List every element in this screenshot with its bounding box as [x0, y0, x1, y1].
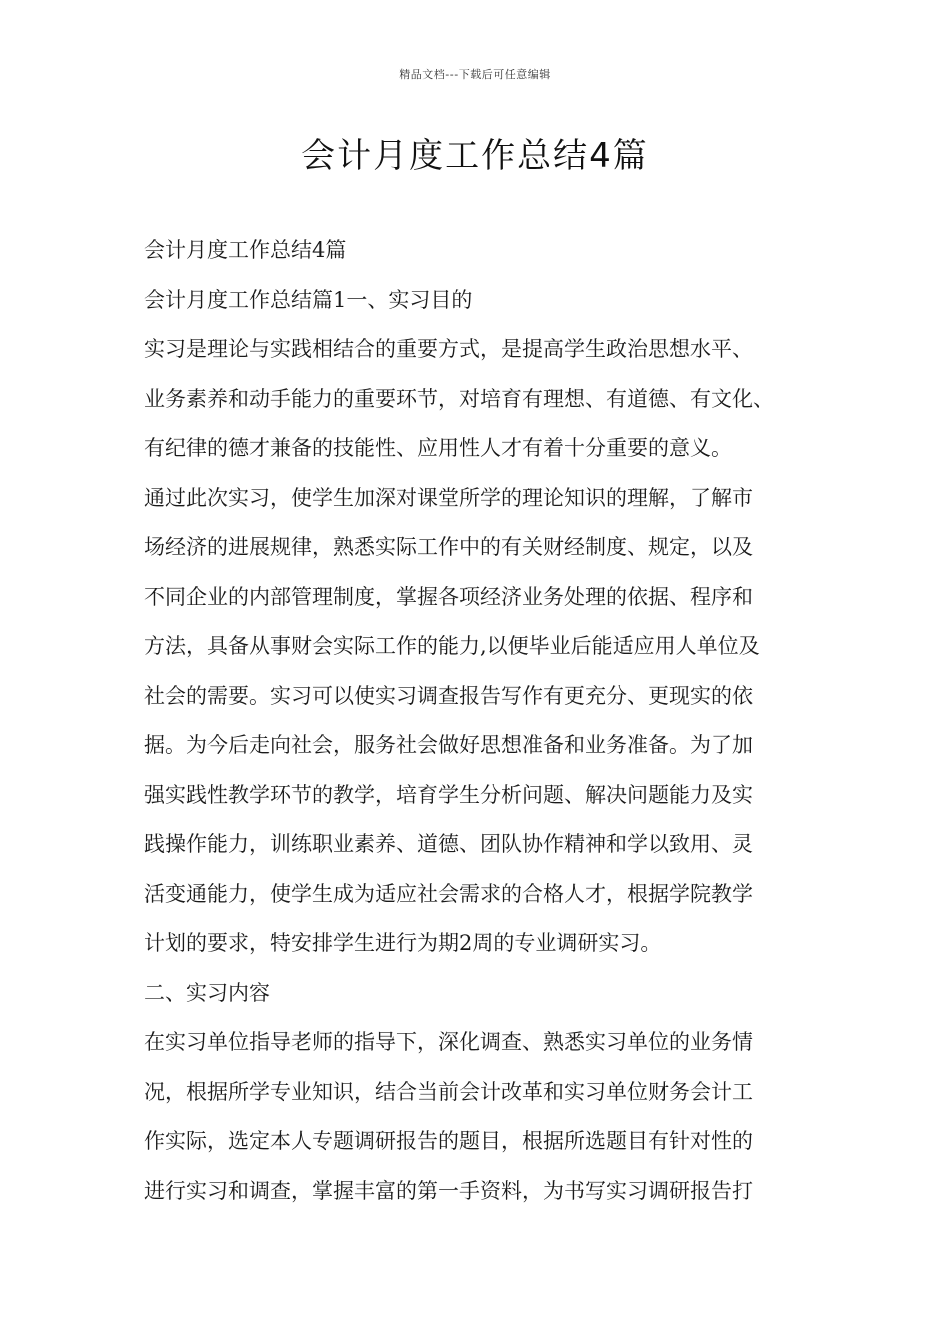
paragraph-line: 活变通能力，使学生成为适应社会需求的合格人才，根据学院教学 [144, 881, 753, 906]
paragraph-line: 作实际，选定本人专题调研报告的题目，根据所选题目有针对性的 [144, 1129, 753, 1153]
paragraph-line: 有纪律的德才兼备的技能性、应用性人才有着十分重要的意义。 [144, 436, 732, 460]
header-note: 精品文档---下载后可任意编辑 [399, 68, 551, 81]
paragraph-line: 据。为今后走向社会，服务社会做好思想准备和业务准备。为了加 [144, 733, 753, 757]
paragraph-line: 不同企业的内部管理制度，掌握各项经济业务处理的依据、程序和 [144, 584, 753, 609]
paragraph-line: 计划的要求，特安排学生进行为期2周的专业调研实习。 [144, 931, 662, 955]
document-body [144, 230, 824, 1220]
paragraph-line: 场经济的进展规律，熟悉实际工作中的有关财经制度、规定，以及 [144, 535, 753, 559]
paragraph-line: 强实践性教学环节的教学，培育学生分析问题、解决问题能力及实 [144, 782, 753, 807]
paragraph-line: 进行实习和调查，掌握丰富的第一手资料，为书写实习调研报告打 [144, 1178, 753, 1203]
document-title: 会计月度工作总结4篇 [301, 136, 649, 176]
subtitle-line: 会计月度工作总结4篇 [144, 238, 347, 262]
paragraph-line: 况，根据所学专业知识，结合当前会计改革和实习单位财务会计工 [144, 1079, 753, 1104]
paragraph-line: 社会的需要。实习可以使实习调查报告写作有更充分、更现实的依 [144, 683, 753, 708]
paragraph-line: 业务素养和动手能力的重要环节，对培育有理想、有道德、有文化、 [144, 386, 774, 411]
section-heading: 二、实习内容 [144, 980, 270, 1005]
paragraph-line: 践操作能力，训练职业素养、道德、团队协作精神和学以致用、灵 [144, 832, 753, 856]
paragraph-line: 通过此次实习，使学生加深对课堂所学的理论知识的理解，了解市 [144, 485, 753, 510]
section-heading: 会计月度工作总结篇1一、实习目的 [144, 287, 473, 312]
paragraph-line: 实习是理论与实践相结合的重要方式，是提高学生政治思想水平、 [144, 337, 753, 361]
paragraph-line: 在实习单位指导老师的指导下，深化调查、熟悉实习单位的业务情 [144, 1030, 753, 1054]
paragraph-line: 方法，具备从事财会实际工作的能力,以便毕业后能适应用人单位及 [144, 634, 760, 658]
